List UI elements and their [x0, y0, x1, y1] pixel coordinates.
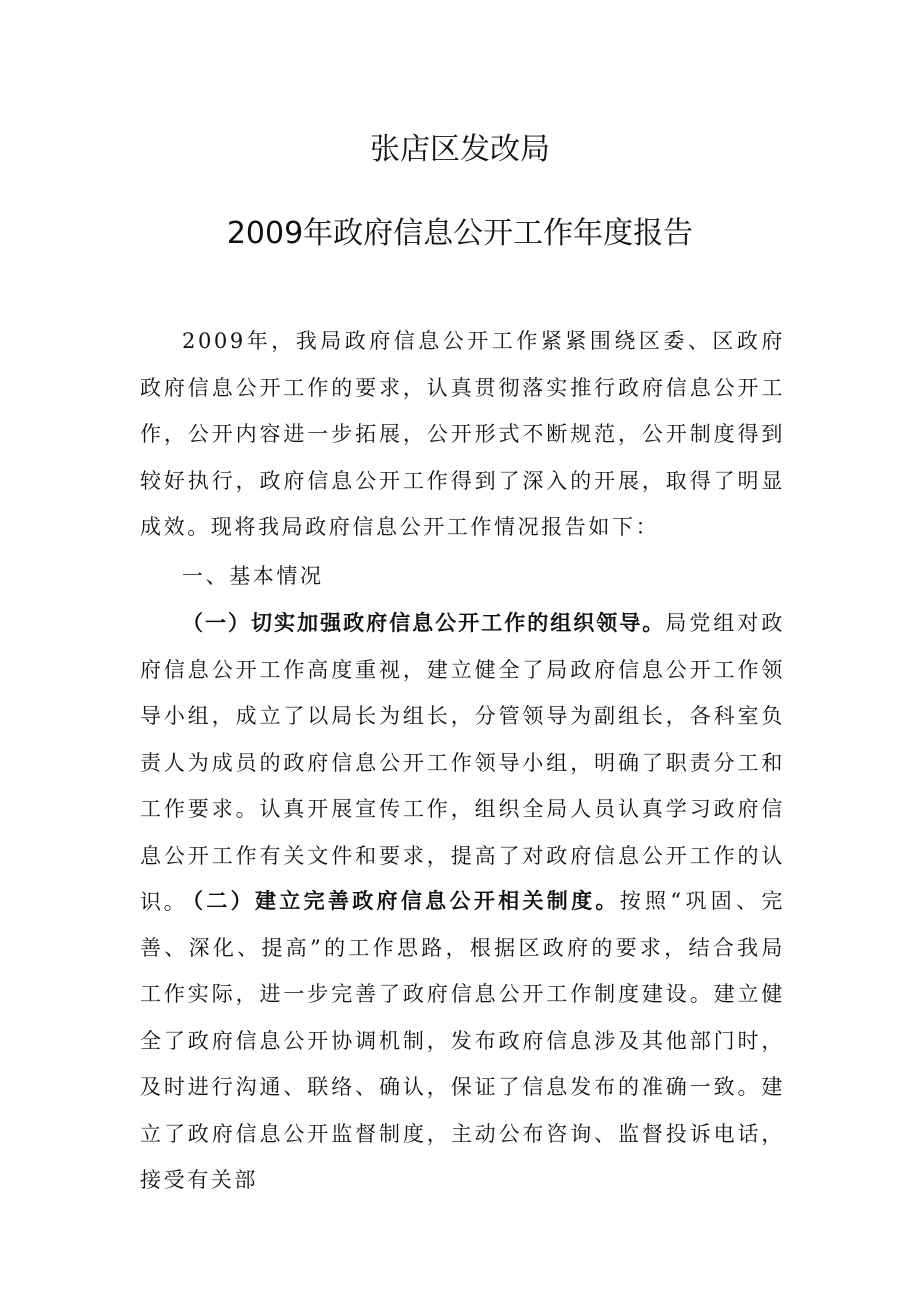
subsection-2-text: 按照“巩固、完善、深化、提高”的工作思路，根据区政府的要求，结合我局工作实际，进一步完善了政府信息公开工作制度建设。建立健全了政府信息公开协调机制，发布政府信息涉及其他部门时，及时进行沟通、联络、确认，保证了信息发布的准确一致。建立了政府信息公开监督制度，主动公布咨询、监督投诉电话，接受有关部 [140, 889, 785, 1192]
document-title-line2: 2009年政府信息公开工作年度报告 [226, 216, 694, 251]
subsection-2-paragraph [140, 878, 785, 1204]
subsection-1-paragraph [140, 600, 785, 926]
subsection-1-text: 局党组对政府信息公开工作高度重视，建立健全了局政府信息公开工作领导小组，成立了以局长为组长，分管领导为副组长，各科室负责人为成员的政府信息公开工作领导小组，明确了职责分工和工作要求。认真开展宣传工作，组织全局人员认真学习政府信息公开工作有关文件和要求，提高了对政府信息公开工作的认识。 [140, 611, 785, 914]
subsection-1-heading: （一）切实加强政府信息公开工作的组织领导。 [182, 611, 666, 635]
section-heading-basic-situation [140, 553, 785, 600]
section-heading-text: 一、基本情况 [182, 564, 324, 588]
subsection-2-heading: （二）建立完善政府信息公开相关制度。 [182, 889, 620, 913]
intro-paragraph: 2009年，我局政府信息公开工作紧紧围绕区委、区政府政府信息公开工作的要求，认真贯彻落实推行政府信息公开工作，公开内容进一步拓展，公开形式不断规范，公开制度得到较好执行，政府信息公开工作得到了深入的开展，取得了明显成效。现将我局政府信息公开工作情况报告如下： [140, 329, 785, 539]
document-title-line1: 张店区发改局 [370, 132, 550, 167]
